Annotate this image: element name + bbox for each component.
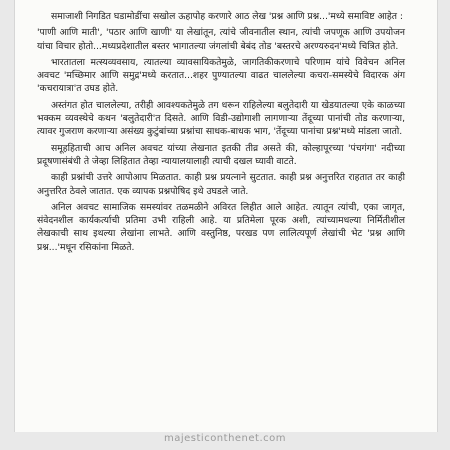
paragraph-2: 'पाणी आणि माती', 'पठार आणि खाणी' या लेखांतून, त्यांचे जीवनातील स्थान, त्यांची जपणूक आणि उपयोजन यांचा विचार होतो...मध्यप्रदेशातील बस्तर भागातल्या जंगलांची बेबंद तोड 'बस्तरचे अरण्यरुदन'मध्ये चित्रित होते. xyxy=(37,27,405,52)
paragraph-7: अनिल अवचट सामाजिक समस्यांवर तळमळीने अविरत लिहीत आले आहेत. त्यातून त्यांची, एका जागृत, संवेदनशील कार्यकर्त्याची प्रतिमा उभी राहिली आहे. या प्रतिमेला पूरक अशी, त्यांच्यामधल्या निर्मितीशील लेखकाची साथ इथल्या लेखांना लाभते. आणि वस्तुनिष्ठ, परखड पण लालित्यपूर्ण लेखांची भेट 'प्रश्न आणि प्रश्न...'मधून रसिकांना मिळते. xyxy=(37,201,405,253)
site-watermark: majesticonthenet.com xyxy=(163,433,287,444)
paragraph-1: समाजाशी निगडित घडामोडींचा सखोल ऊहापोह करणारे आठ लेख 'प्रश्न आणि प्रश्न...'मध्ये समाविष्ट आहेत : xyxy=(51,11,403,22)
book-page xyxy=(14,0,438,432)
page-text xyxy=(37,10,405,257)
paragraph-4: अस्तंगत होत चाललेल्या, तरीही आवश्यकतेमुळे तग धरून राहिलेल्या बलुतेदारी या खेडयातल्या एके काळच्या भक्कम व्यवस्थेचे कथन 'बलुतेदारी'त दिसते. आणि विडी-उद्योगाशी लागणाऱ्या तेंदूच्या पानांची तोड करणाऱ्या, त्यावर गुजराण करणाऱ्या असंख्य कुटुंबांच्या प्रश्नांचा साधक-बाधक भाग, 'तेंदूच्या पानांचा प्रश्न'मध्ये मांडला जातो. xyxy=(37,99,405,138)
paragraph-5: समूहहिताची आच अनिल अवचट यांच्या लेखनात इतकी तीव्र असते की, कोल्हापूरच्या 'पंचगंगा' नदीच्या प्रदूषणासंबंधी ते जेव्हा लिहितात तेव्हा न्यायालयालाही त्याची दखल घ्यावी वाटते. xyxy=(37,142,405,167)
paragraph-6: काही प्रश्नांची उत्तरे आपोआप मिळतात. काही प्रश्न प्रयत्नाने सुटतात. काही प्रश्न अनुत्तरित राहतात तर काही अनुत्तरित ठेवले जातात. एक व्यापक प्रश्नपोषिद इथे उघडले जाते. xyxy=(37,172,405,197)
paragraph-3: भारतातला मत्स्यव्यवसाय, त्यातल्या व्यावसायिकतेमुळे, जागतिकीकरणाचे परिणाम यांचे विवेचन अनिल अवचट 'मच्छिमार आणि समुद्र'मध्ये करतात...शहर पुण्यातल्या वाढत चाललेल्या कचरा-समस्येचे विदारक अंग 'कचरायात्रा'त उघड होते. xyxy=(37,56,405,95)
